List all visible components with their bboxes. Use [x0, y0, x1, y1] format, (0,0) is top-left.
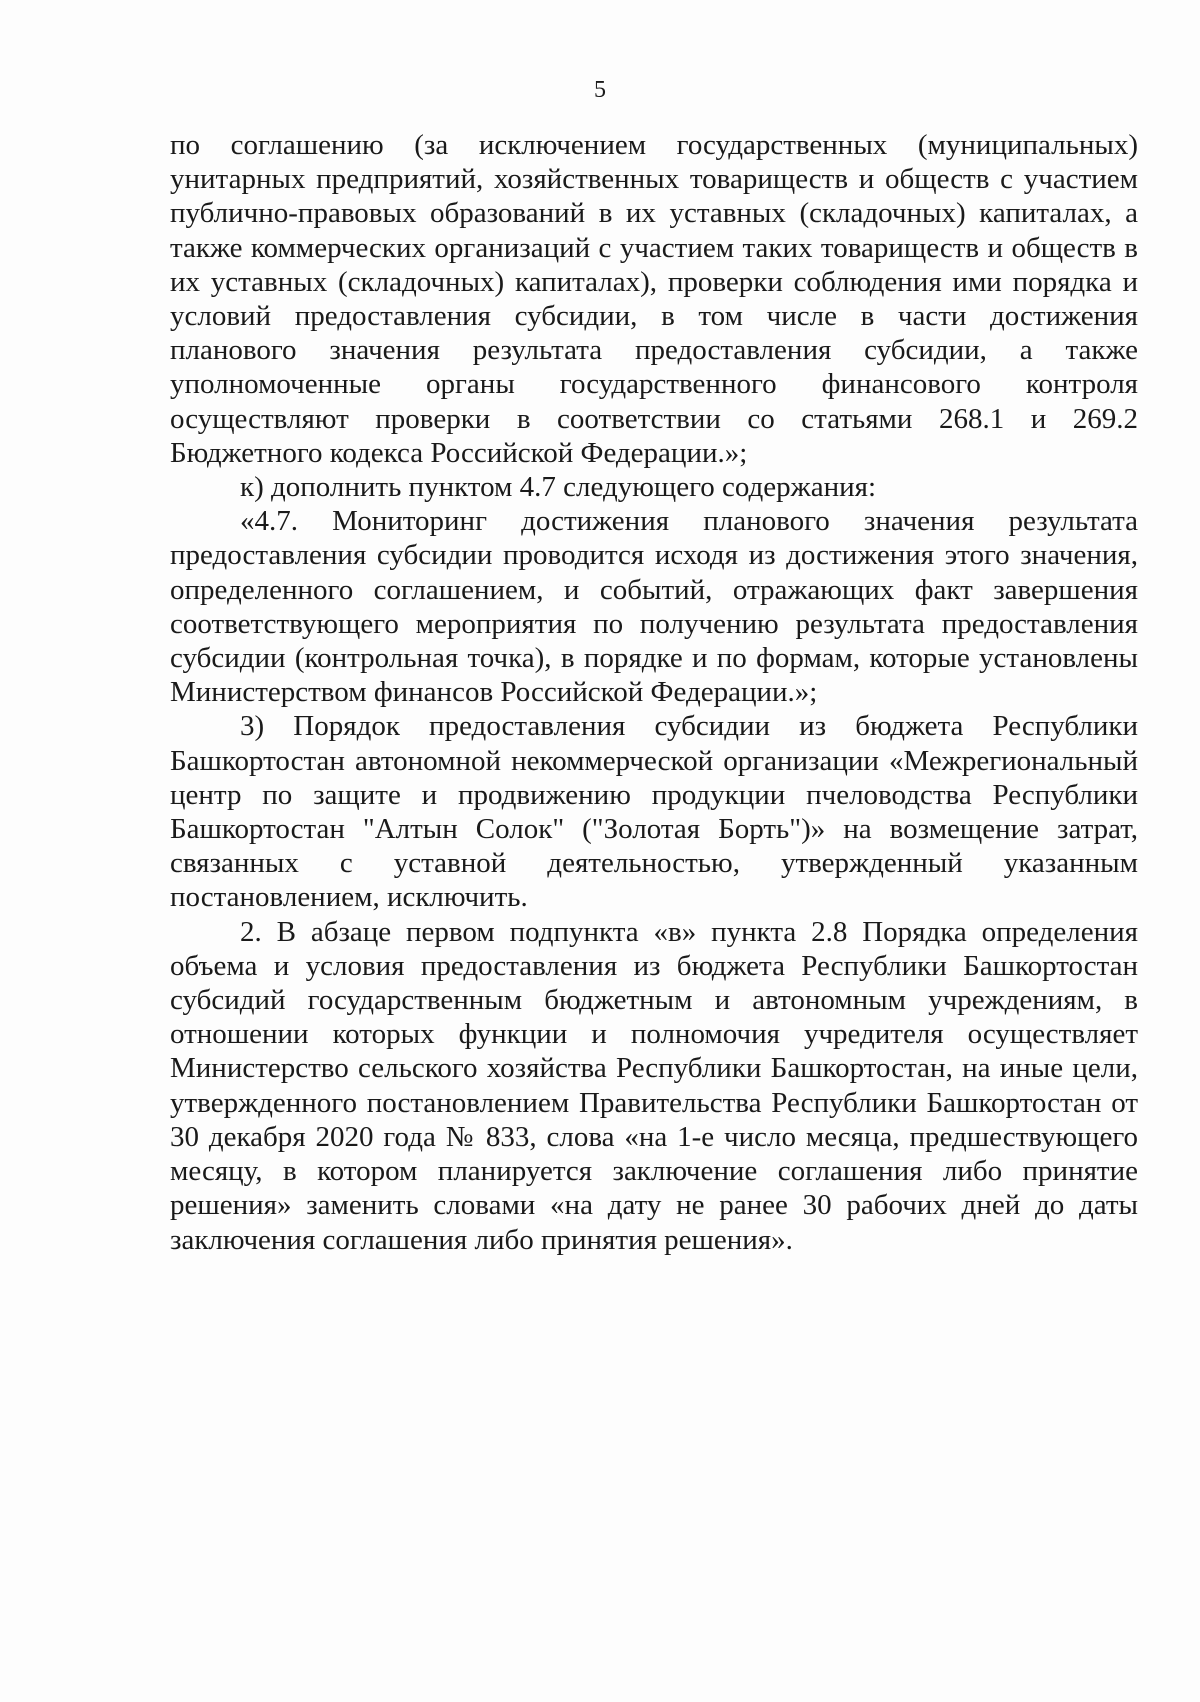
paragraph-item-k: к) дополнить пунктом 4.7 следующего содержания:	[240, 471, 877, 504]
page-number: 5	[594, 77, 606, 103]
paragraph-continuation: по соглашению (за исключением государственных (муниципальных) унитарных предприятий, хозяйственных товариществ и обществ с участием публично-правовых образований в их уставных (складочных) капиталах, а также коммерческих организаций с участием таких товариществ и обществ в их уставных (складочных) капиталах), проверки соблюдения ими порядка и условий предоставления субсидии, в том числе в части достижения планового значения результата предоставления субсидии, а также уполномоченные органы государственного финансового контроля осуществляют проверки в соответствии со статьями 268.1 и 269.2 Бюджетного кодекса Российской Федерации.»;	[170, 129, 1138, 469]
paragraph-item-3: 3) Порядок предоставления субсидии из бюджета Республики Башкортостан автономной некоммерческой организации «Межрегиональный центр по защите и продвижению продукции пчеловодства Республики Башкортостан "Алтын Солок" ("Золотая Борть")» на возмещение затрат, связанных с уставной деятельностью, утвержденный указанным постановлением, исключить.	[170, 710, 1138, 914]
document-body	[170, 128, 1138, 1257]
paragraph-item-2: 2. В абзаце первом подпункта «в» пункта 2.8 Порядка определения объема и условия предоставления из бюджета Республики Башкортостан субсидий государственным бюджетным и автономным учреждениям, в отношении которых функции и полномочия учредителя осуществляет Министерство сельского хозяйства Республики Башкортостан, на иные цели, утвержденного постановлением Правительства Республики Башкортостан от 30 декабря 2020 года № 833, слова «на 1-е число месяца, предшествующего месяцу, в котором планируется заключение соглашения либо принятие решения» заменить словами «на дату не ранее 30 рабочих дней до даты заключения соглашения либо принятия решения».	[170, 915, 1138, 1256]
paragraph-item-4-7: «4.7. Мониторинг достижения планового значения результата предоставления субсидии проводится исходя из достижения этого значения, определенного соглашением, и событий, отражающих факт завершения соответствующего мероприятия по получению результата предоставления субсидии (контрольная точка), в порядке и по формам, которые установлены Министерством финансов Российской Федерации.»;	[170, 505, 1138, 709]
